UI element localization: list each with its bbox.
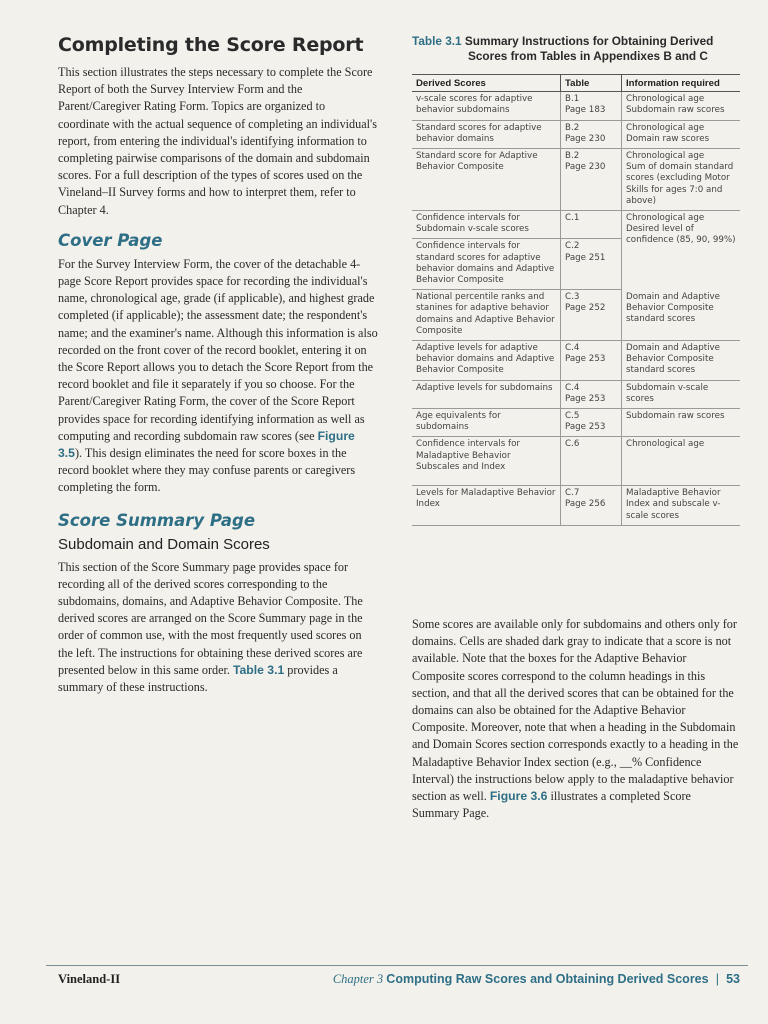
table-row bbox=[412, 92, 740, 120]
cell-info-required bbox=[622, 486, 741, 526]
derived-score-text: Levels for Maladaptive Behavior Index bbox=[416, 488, 556, 510]
cell-derived-score bbox=[412, 149, 561, 211]
cell-derived-score bbox=[412, 409, 561, 437]
derived-score-text: Age equivalents for subdomains bbox=[416, 411, 501, 433]
table-row bbox=[412, 437, 740, 486]
cell-table-ref bbox=[561, 380, 622, 408]
page-ref-text: Page 253 bbox=[565, 354, 606, 365]
right-column bbox=[412, 34, 740, 526]
table-number: Table 3.1 bbox=[412, 34, 462, 48]
table-row bbox=[412, 149, 740, 211]
footer-separator: | bbox=[715, 972, 719, 986]
right-text-a: Some scores are available only for subdomains and others only for domains. Cells are shaded dark gray to indicate that a score is not available. Note that the boxes for the Adaptive Behavior Composite scores correspond to the column headings in this section, and that all the derived scores that can be obtained for the domains can also be obtained for the Adaptive Behavior Composite. Moreover, note that when a heading in the Subdomain and Domain Scores section corresponds exactly to a heading in the Maladaptive Behavior Index section (e.g., __% Confidence Interval) the instructions below apply to the maladaptive behavior section as well. bbox=[412, 617, 739, 804]
cover-text-a: For the Survey Interview Form, the cover of the detachable 4-page Score Report provides space for recording the individual's name, chronological age, grade (if applicable), and highest grade completed (if applicable); the assessment date; the respondent's name; and the examiner's name. Although this information is also recorded on the front cover of the record booklet, entering it on the Score Report allows you to detach the Score Report from the record booklet and file it separately if you so choose. For the Parent/Caregiver Rating Form, the cover of the Score Report provides space for recording identifying information as well as computing and recording subdomain raw scores (see bbox=[58, 256, 378, 443]
info-required-text: Domain and Adaptive Behavior Composite standard scores bbox=[626, 343, 721, 376]
footer-chapter-title: Computing Raw Scores and Obtaining Derived Scores bbox=[386, 972, 709, 986]
derived-score-text: National percentile ranks and stanines for adaptive behavior domains and Adaptive Behavior Composite bbox=[416, 292, 555, 336]
cell-derived-score bbox=[412, 120, 561, 148]
cell-derived-score bbox=[412, 211, 561, 239]
page-ref-text: Page 251 bbox=[565, 252, 606, 263]
cell-table-ref bbox=[561, 149, 622, 211]
table-row bbox=[412, 290, 740, 341]
page-ref-text: Page 183 bbox=[565, 105, 606, 116]
footer-book-title: Vineland-II bbox=[58, 972, 121, 986]
table-caption bbox=[412, 34, 740, 64]
table-ref-text: C.5 bbox=[565, 411, 580, 422]
summary-text-a: This section of the Score Summary page provides space for recording all of the derived scores corresponding to the subdomains, domains, and Adaptive Behavior Composite. The derived scores are arranged on the Score Summary page in the order of common use, with the most frequently used scores on the left. The instructions for obtaining these derived scores are presented below in this same order. bbox=[58, 559, 363, 677]
footer-chapter-label: Chapter 3 bbox=[332, 972, 384, 986]
cell-derived-score bbox=[412, 239, 561, 290]
table-ref-text: B.2 bbox=[565, 151, 580, 162]
info-required-text: Subdomain v-scale scores bbox=[626, 382, 709, 404]
table-ref-text: C.4 bbox=[565, 343, 580, 354]
right-text-b: illustrates a completed Score Summary Page. bbox=[412, 789, 691, 821]
right-paragraph bbox=[412, 616, 740, 822]
cell-info-required bbox=[622, 290, 741, 341]
page-ref-text: Page 230 bbox=[565, 162, 606, 173]
cell-info-required bbox=[622, 380, 741, 408]
cell-derived-score bbox=[412, 341, 561, 381]
page-ref-text: Page 253 bbox=[565, 393, 606, 404]
table-row bbox=[412, 486, 740, 526]
cell-derived-score bbox=[412, 92, 561, 120]
cell-table-ref bbox=[561, 239, 622, 290]
table-title-line1: Summary Instructions for Obtaining Derived bbox=[464, 34, 714, 48]
cell-table-ref bbox=[561, 409, 622, 437]
score-summary-paragraph bbox=[58, 559, 378, 697]
cell-derived-score bbox=[412, 380, 561, 408]
table-ref-text: C.3 bbox=[565, 292, 580, 303]
page-ref-text: Page 252 bbox=[565, 303, 606, 314]
cell-table-ref bbox=[561, 120, 622, 148]
cover-text-b: ). This design eliminates the need for score boxes in the record booklet where they may confuse parents or caregivers completing the form. bbox=[58, 446, 356, 495]
info-required-text: Chronological age bbox=[626, 439, 705, 450]
cell-table-ref bbox=[561, 341, 622, 381]
derived-score-text: Adaptive levels for adaptive behavior domains and Adaptive Behavior Composite bbox=[416, 343, 555, 376]
info-required-text: Domain and Adaptive Behavior Composite standard scores bbox=[626, 291, 721, 325]
derived-score-text: v-scale scores for adaptive behavior subdomains bbox=[416, 94, 533, 116]
left-column bbox=[58, 34, 378, 696]
info-required-text: Chronological age Domain raw scores bbox=[626, 122, 710, 144]
info-required-text: Chronological age Desired level of confidence (85, 90, 99%) bbox=[626, 213, 736, 246]
page-ref-text: Page 256 bbox=[565, 499, 606, 510]
page-number: 53 bbox=[726, 972, 740, 986]
figure-3-5-ref: Figure 3.5 bbox=[58, 428, 355, 461]
table-ref-text: B.1 bbox=[565, 94, 580, 105]
cell-table-ref bbox=[561, 437, 622, 486]
table-ref-text: B.2 bbox=[565, 122, 580, 133]
table-ref-text: C.6 bbox=[565, 439, 580, 450]
derived-score-text: Standard scores for adaptive behavior domains bbox=[416, 122, 542, 144]
page-ref-text: Page 230 bbox=[565, 133, 606, 144]
cell-table-ref bbox=[561, 211, 622, 239]
table-row bbox=[412, 341, 740, 381]
table-row bbox=[412, 120, 740, 148]
cell-info-required bbox=[622, 120, 741, 148]
summary-table bbox=[412, 74, 740, 526]
table-header-row bbox=[412, 75, 740, 92]
info-required-text: Chronological age Subdomain raw scores bbox=[626, 94, 725, 116]
page-footer bbox=[58, 972, 740, 992]
table-row bbox=[412, 211, 740, 239]
section-heading: Completing the Score Report bbox=[58, 34, 364, 56]
page-ref-text: Page 253 bbox=[565, 422, 606, 433]
cell-info-required bbox=[622, 437, 741, 486]
cell-info-required bbox=[622, 92, 741, 120]
right-text-block bbox=[412, 616, 740, 822]
table-row bbox=[412, 409, 740, 437]
intro-paragraph: This section illustrates the steps necessary to complete the Score Report of both the Survey Interview Form and the Parent/Caregiver Rating Form. Topics are organized to coordinate with the actual sequence of completing an individual's report, from entering the individual's identifying information to completing pairwise comparisons of the domain and subdomain scores. For a full description of the types of scores used on the Vineland–II Survey forms and how to interpret them, refer to Chapter 4. bbox=[58, 65, 377, 217]
cell-table-ref bbox=[561, 486, 622, 526]
cell-derived-score bbox=[412, 437, 561, 486]
figure-3-6-ref: Figure 3.6 bbox=[489, 789, 548, 804]
info-required-text: Chronological age Sum of domain standard scores (excluding Motor Skills for ages 7:0 and above) bbox=[626, 151, 734, 206]
table-ref-text: C.1 bbox=[565, 213, 580, 224]
score-summary-heading: Score Summary Page bbox=[58, 510, 256, 530]
table-ref-text: C.4 bbox=[565, 382, 580, 393]
summary-text-b: provides a summary of these instructions. bbox=[58, 662, 338, 695]
footer-rule bbox=[46, 965, 748, 966]
derived-score-text: Confidence intervals for standard scores for adaptive behavior domains and Adaptive Behavior Composite bbox=[416, 241, 555, 286]
cover-page-heading: Cover Page bbox=[58, 230, 163, 250]
cell-derived-score bbox=[412, 290, 561, 341]
table-ref-text: C.2 bbox=[565, 241, 580, 252]
cell-info-required bbox=[622, 211, 741, 290]
table-title-line2: Scores from Tables in Appendixes B and C bbox=[468, 49, 708, 63]
header-information-required: Information required bbox=[622, 75, 741, 92]
info-required-text: Subdomain raw scores bbox=[626, 411, 725, 422]
cell-table-ref bbox=[561, 290, 622, 341]
table-ref-text: C.7 bbox=[565, 488, 580, 499]
info-required-text: Maladaptive Behavior Index and subscale v-scale scores bbox=[626, 488, 721, 521]
header-table: Table bbox=[561, 75, 622, 92]
cell-table-ref bbox=[561, 92, 622, 120]
table-3-1-ref: Table 3.1 bbox=[232, 662, 285, 677]
footer-chapter bbox=[333, 972, 740, 987]
cell-info-required bbox=[622, 409, 741, 437]
derived-score-text: Adaptive levels for subdomains bbox=[416, 382, 553, 393]
cell-info-required bbox=[622, 149, 741, 211]
cell-info-required bbox=[622, 341, 741, 381]
table-row bbox=[412, 380, 740, 408]
subdomain-domain-subheading: Subdomain and Domain Scores bbox=[58, 535, 270, 553]
cover-page-paragraph bbox=[58, 256, 378, 497]
derived-score-text: Confidence intervals for Subdomain v-scale scores bbox=[416, 213, 529, 235]
header-derived-scores: Derived Scores bbox=[412, 75, 561, 92]
derived-score-text: Confidence intervals for Maladaptive Behavior Subscales and Index bbox=[416, 439, 520, 472]
derived-score-text: Standard score for Adaptive Behavior Composite bbox=[416, 151, 538, 173]
cell-derived-score bbox=[412, 486, 561, 526]
